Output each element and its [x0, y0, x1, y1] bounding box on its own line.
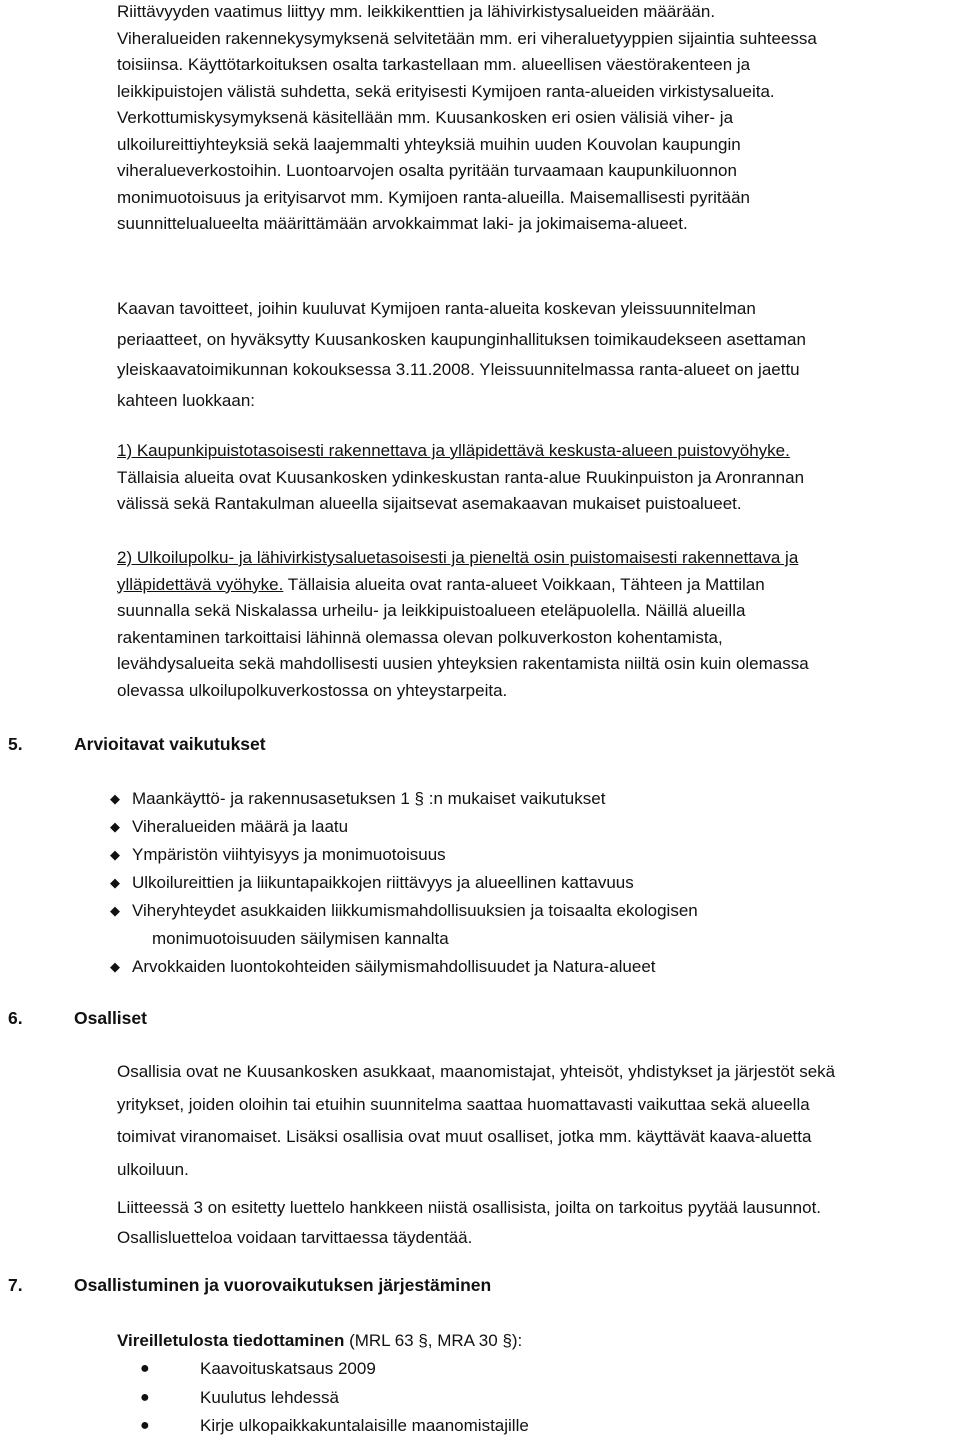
text-line: yleiskaavatoimikunnan kokouksessa 3.11.2008. Yleissuunnitelmassa ranta-alueet on jaettu: [117, 360, 800, 379]
list-item: [110, 841, 950, 869]
black-diamond-bullet-icon: ◆: [110, 875, 120, 890]
text-line: monimuotoisuus ja erityisarvot mm. Kymijoen ranta-alueilla. Maisemallisesti pyritään: [117, 187, 751, 207]
text-line: välissä sekä Rantakulman alueella sijaitsevat asemakaavan mukaiset puistoalueet.: [117, 494, 742, 513]
text-line: leikkipuistojen välistä suhdetta, sekä erityisesti Kymijoen ranta-alueiden virkistysalueita.: [117, 81, 775, 101]
text-line: Riittävyyden vaatimus liittyy mm. leikkikenttien ja lähivirkistysalueiden määrään.: [117, 2, 716, 21]
list-item: [110, 813, 950, 841]
text-line: Osallisluetteloa voidaan tarvittaessa täydentää.: [117, 1228, 473, 1247]
text-line: [117, 572, 957, 599]
black-dot-bullet-icon: ●: [140, 1417, 150, 1434]
text-line: periaatteet, on hyväksytty Kuusankosken kaupunginhallituksen toimikaudekseen asettaman: [117, 329, 806, 349]
section-number: 5.: [8, 734, 23, 754]
text-line: Kaavan tavoitteet, joihin kuuluvat Kymijoen ranta-alueita koskevan yleissuunnitelman: [117, 299, 756, 318]
section-6-heading: [8, 1008, 147, 1029]
list-item: [110, 785, 950, 813]
list-item-text: Ulkoilureittien ja liikuntapaikkojen riittävyys ja alueellinen kattavuus: [132, 873, 634, 892]
notification-list: [140, 1355, 840, 1441]
text-line: Viheralueiden rakennekysymyksenä selvitetään mm. eri viheraluetyyppien sijaintia suhteessa: [117, 28, 817, 48]
list-item-text-cont: monimuotoisuuden säilymisen kannalta: [152, 929, 449, 948]
text-line: toisiinsa. Käyttötarkoituksen osalta tarkastellaan mm. alueellisen väestörakenteen ja: [117, 55, 751, 74]
black-diamond-bullet-icon: ◆: [110, 819, 120, 834]
text-line: yritykset, joiden oloihin tai etuihin suunnitelma saattaa huomattavasti vaikuttaa sekä alueella: [117, 1094, 810, 1114]
text-line: suunnittelualueelta määrittämään arvokkaimmat laki- ja jokimaisema-alueet.: [117, 214, 688, 233]
stakeholders-paragraph-1: [117, 1056, 957, 1186]
category-2-title-cont: ylläpidettävä vyöhyke.: [117, 574, 284, 594]
section-title: Osallistuminen ja vuorovaikutuksen järjestäminen: [74, 1275, 492, 1295]
category-1-title: 1) Kaupunkipuistotasoisesti rakennettava ja ylläpidettävä keskusta-alueen puistovyöhyke.: [117, 441, 790, 460]
list-item-text: Kuulutus lehdessä: [200, 1387, 339, 1407]
text-line: olevassa ulkoilupolkuverkostossa on yhteystarpeita.: [117, 680, 508, 700]
text-line: toimivat viranomaiset. Lisäksi osallisia ovat muut osalliset, jotka mm. käyttävät kaava-aluetta: [117, 1127, 812, 1146]
text-line: ulkoiluun.: [117, 1159, 189, 1179]
list-item: [110, 897, 950, 953]
text-line: suunnalla sekä Niskalassa urheilu- ja leikkipuistoalueen eteläpuolella. Näillä alueilla: [117, 601, 746, 620]
black-diamond-bullet-icon: ◆: [110, 903, 120, 918]
text-line: Osallisia ovat ne Kuusankosken asukkaat, maanomistajat, yhteisöt, yhdistykset ja järjestöt sekä: [117, 1062, 836, 1081]
text-line: rakentaminen tarkoittaisi lähinnä olemassa olevan polkuverkoston kohentamista,: [117, 627, 723, 647]
section-7-heading: [8, 1275, 491, 1296]
black-dot-bullet-icon: ●: [140, 1388, 150, 1406]
notification-subheading: [117, 1328, 957, 1355]
section-title: Osalliset: [74, 1008, 147, 1028]
impacts-list: [110, 785, 950, 981]
subheading-rest: (MRL 63 §, MRA 30 §):: [344, 1331, 523, 1350]
section-number: 6.: [8, 1008, 23, 1028]
text-line: Verkottumiskysymyksenä käsitellään mm. Kuusankosken eri osien välisiä viher- ja: [117, 108, 734, 127]
section-number: 7.: [8, 1275, 23, 1295]
text-span: Tällaisia alueita ovat ranta-alueet Voikkaan, Tähteen ja Mattilan: [283, 574, 765, 594]
stakeholders-paragraph-2: [117, 1193, 957, 1253]
list-item-text: Ympäristön viihtyisyys ja monimuotoisuus: [132, 845, 446, 864]
text-line: kahteen luokkaan:: [117, 390, 255, 410]
text-line: ulkoilureittiyhteyksiä sekä laajemmalti yhteyksiä muihin uuden Kouvolan kaupungin: [117, 134, 741, 154]
black-diamond-bullet-icon: ◆: [110, 847, 120, 862]
section-title: Arvioitavat vaikutukset: [74, 734, 266, 754]
category-1-paragraph: [117, 438, 957, 518]
list-item-text: Viheryhteydet asukkaiden liikkumismahdollisuuksien ja toisaalta ekologisen: [132, 901, 698, 920]
list-item: [140, 1355, 840, 1384]
black-diamond-bullet-icon: ◆: [110, 959, 120, 974]
category-2-title: 2) Ulkoilupolku- ja lähivirkistysaluetasoisesti ja pieneltä osin puistomaisesti rakennettava ja: [117, 548, 799, 567]
text-line: Tällaisia alueita ovat Kuusankosken ydinkeskustan ranta-alue Ruukinpuiston ja Aronrannan: [117, 467, 805, 487]
text-line: levähdysalueita sekä mahdollisesti uusien yhteyksien rakentamista niiltä osin kuin olemassa: [117, 654, 809, 673]
black-dot-bullet-icon: ●: [140, 1360, 150, 1377]
list-item-text: Arvokkaiden luontokohteiden säilymismahdollisuudet ja Natura-alueet: [132, 957, 656, 976]
list-item: [110, 953, 950, 981]
list-item-text: Kaavoituskatsaus 2009: [200, 1359, 376, 1378]
list-item-text: Viheralueiden määrä ja laatu: [132, 817, 349, 836]
subheading-bold: Vireilletulosta tiedottaminen: [117, 1331, 345, 1350]
category-2-paragraph: [117, 545, 957, 704]
list-item: [110, 869, 950, 897]
text-line: Liitteessä 3 on esitetty luettelo hankkeen niistä osallisista, joilta on tarkoitus pyytää lausunnot.: [117, 1198, 822, 1217]
list-item: [140, 1412, 840, 1441]
intro-paragraph-2: [117, 294, 957, 416]
list-item-text: Maankäyttö- ja rakennusasetuksen 1 § :n mukaiset vaikutukset: [132, 789, 606, 808]
section-5-heading: [8, 734, 266, 755]
text-line: viheralueverkostoihin. Luontoarvojen osalta pyritään turvaamaan kaupunkiluonnon: [117, 161, 737, 180]
intro-paragraph-1: [117, 0, 957, 238]
list-item-text: Kirje ulkopaikkakuntalaisille maanomistajille: [200, 1416, 529, 1435]
list-item: [140, 1384, 840, 1413]
black-diamond-bullet-icon: ◆: [110, 791, 120, 806]
